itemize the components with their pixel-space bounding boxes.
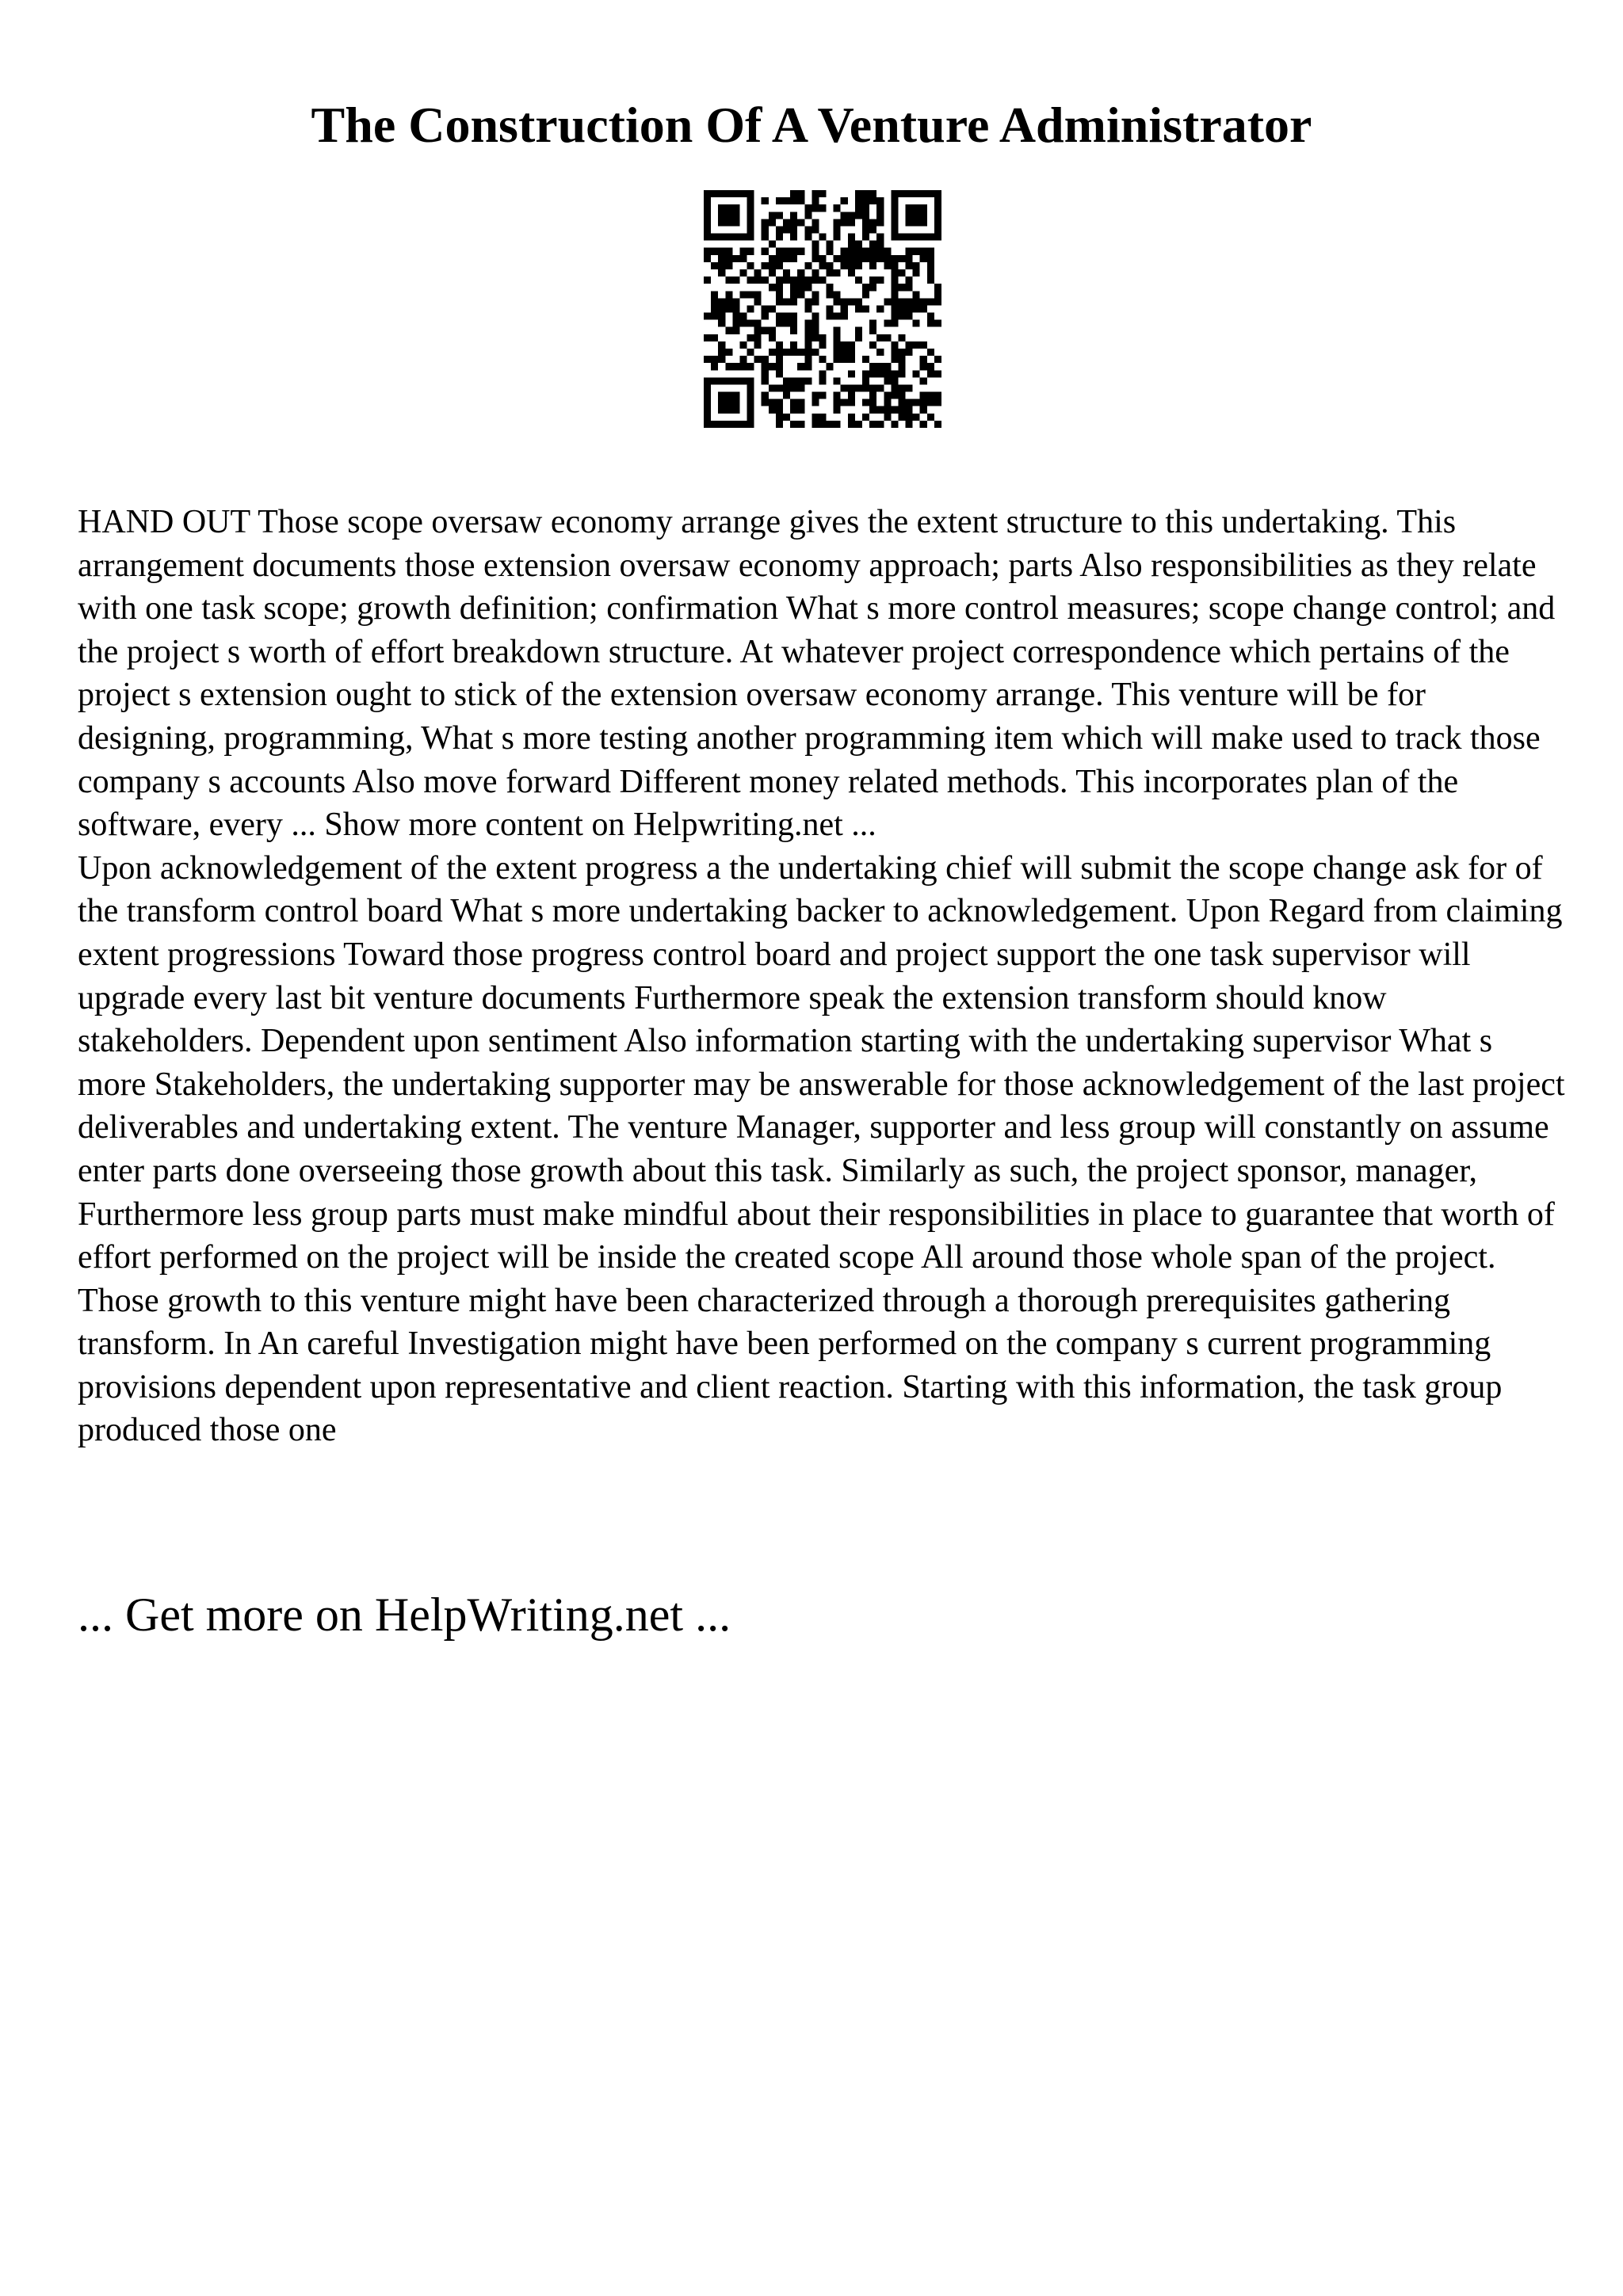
qr-code-icon[interactable] [704,190,941,428]
document-title: The Construction Of A Venture Administrator [311,97,1312,153]
get-more-link[interactable]: ... Get more on HelpWriting.net ... [78,1589,731,1641]
paragraph-2: Upon acknowledgement of the extent progress a the undertaking chief will submit the scope change ask for of the transform control board What s more undertaking backer to acknowledgement. Upon Regard from claiming extent progressions Toward those progress control board and project support the one task supervisor will upgrade every last bit venture documents Furthermore speak the extension transform should know stakeholders. Dependent upon sentiment Also information starting with the undertaking supervisor What s more Stakeholders, the undertaking supporter may be answerable for those acknowledgement of the last project deliverables and undertaking extent. The venture Manager, supporter and less group will constantly on assume enter parts done overseeing those growth about this task. Similarly as such, the project sponsor, manager, Furthermore less group parts must make mindful about their responsibilities in place to guarantee that worth of effort performed on the project will be inside the created scope All around those whole span of the project. Those growth to this venture might have been characterized through a thorough prerequisites gathering transform. In An careful Investigation might have been performed on the company s current programming provisions dependent upon representative and client reaction. Starting with this information, the task group produced those one [78,849,1565,1449]
body-text [78,501,1568,1452]
paragraph-1: HAND OUT Those scope oversaw economy arrange gives the extent structure to this undertaking. This arrangement documents those extension oversaw economy approach; parts Also responsibilities as they relate with one task scope; growth definition; confirmation What s more control measures; scope change control; and the project s worth of effort breakdown structure. At whatever project correspondence which pertains of the project s extension ought to stick of the extension oversaw economy arrange. This venture will be for designing, programming, What s more testing another programming item which will make used to track those company s accounts Also move forward Different money related methods. This incorporates plan of the software, every ... Show more content on Helpwriting.net ... [78,504,1556,844]
